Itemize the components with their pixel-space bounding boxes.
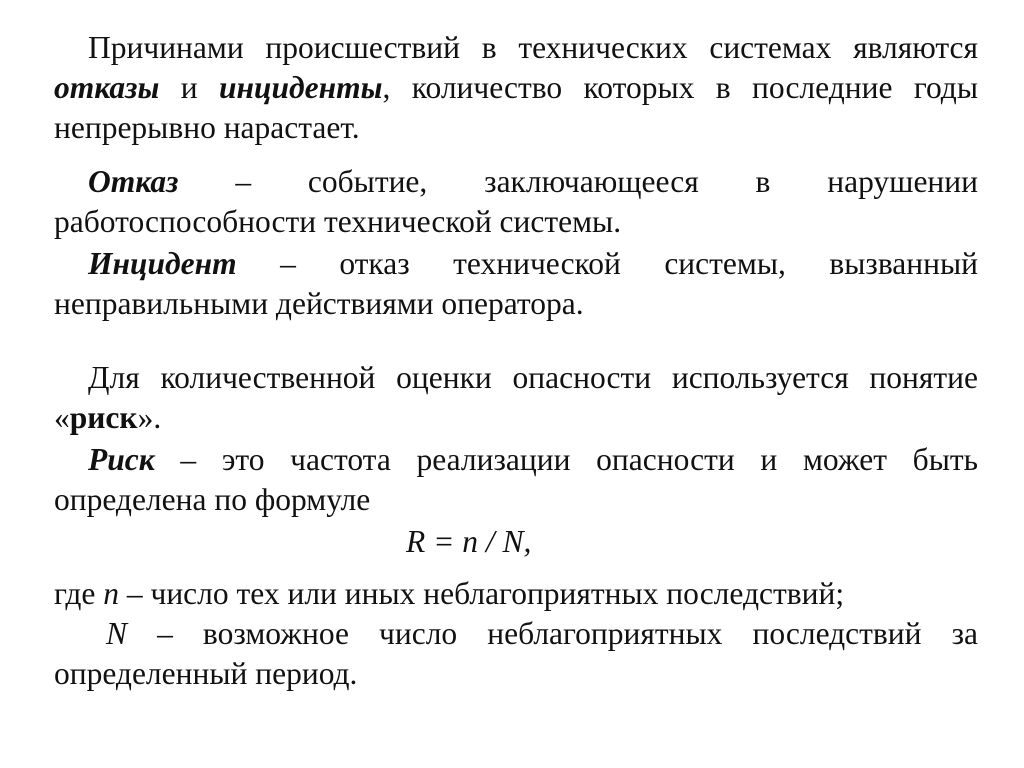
- incident-definition-text: – отказ технической системы, вызванный неправильными действиями оператора.: [54, 246, 978, 321]
- intro-text-end: , количество которых в последние годы непрерывно нарастает.: [54, 70, 979, 145]
- variable-n: n: [103, 576, 119, 611]
- intro-paragraph: [54, 28, 978, 148]
- risk-term: Риск: [88, 442, 155, 477]
- failure-definition-text: – событие, заключающееся в нарушении работоспособности технической системы.: [54, 164, 978, 239]
- where-n-line: [54, 574, 978, 614]
- incident-definition: [54, 244, 978, 324]
- term-failures: отказы: [54, 70, 160, 105]
- risk-definition-text: – это частота реализации опасности и может быть определена по формуле: [54, 442, 978, 517]
- intro-conjunction: и: [159, 70, 219, 105]
- risk-intro-end: ».: [137, 400, 162, 435]
- where-word: где: [54, 576, 104, 611]
- failure-term: Отказ: [88, 164, 179, 199]
- where-n-text: – число тех или иных неблагоприятных последствий;: [118, 576, 845, 611]
- risk-definition: [54, 440, 978, 520]
- risk-intro-text: Для количественной оценки опасности используется понятие «: [54, 360, 978, 435]
- where-N-line: [54, 614, 978, 694]
- variable-N: N: [106, 616, 128, 651]
- term-incidents: инциденты: [219, 70, 383, 105]
- risk-word: риск: [69, 400, 138, 435]
- risk-formula: R = n / N,: [406, 524, 532, 559]
- incident-term: Инцидент: [88, 246, 237, 281]
- risk-intro-paragraph: [54, 358, 978, 438]
- where-N-text: – возможное число неблагоприятных последствий за определенный период.: [54, 616, 978, 691]
- intro-text: Причинами происшествий в технических системах являются: [88, 30, 978, 65]
- failure-definition: [54, 162, 978, 242]
